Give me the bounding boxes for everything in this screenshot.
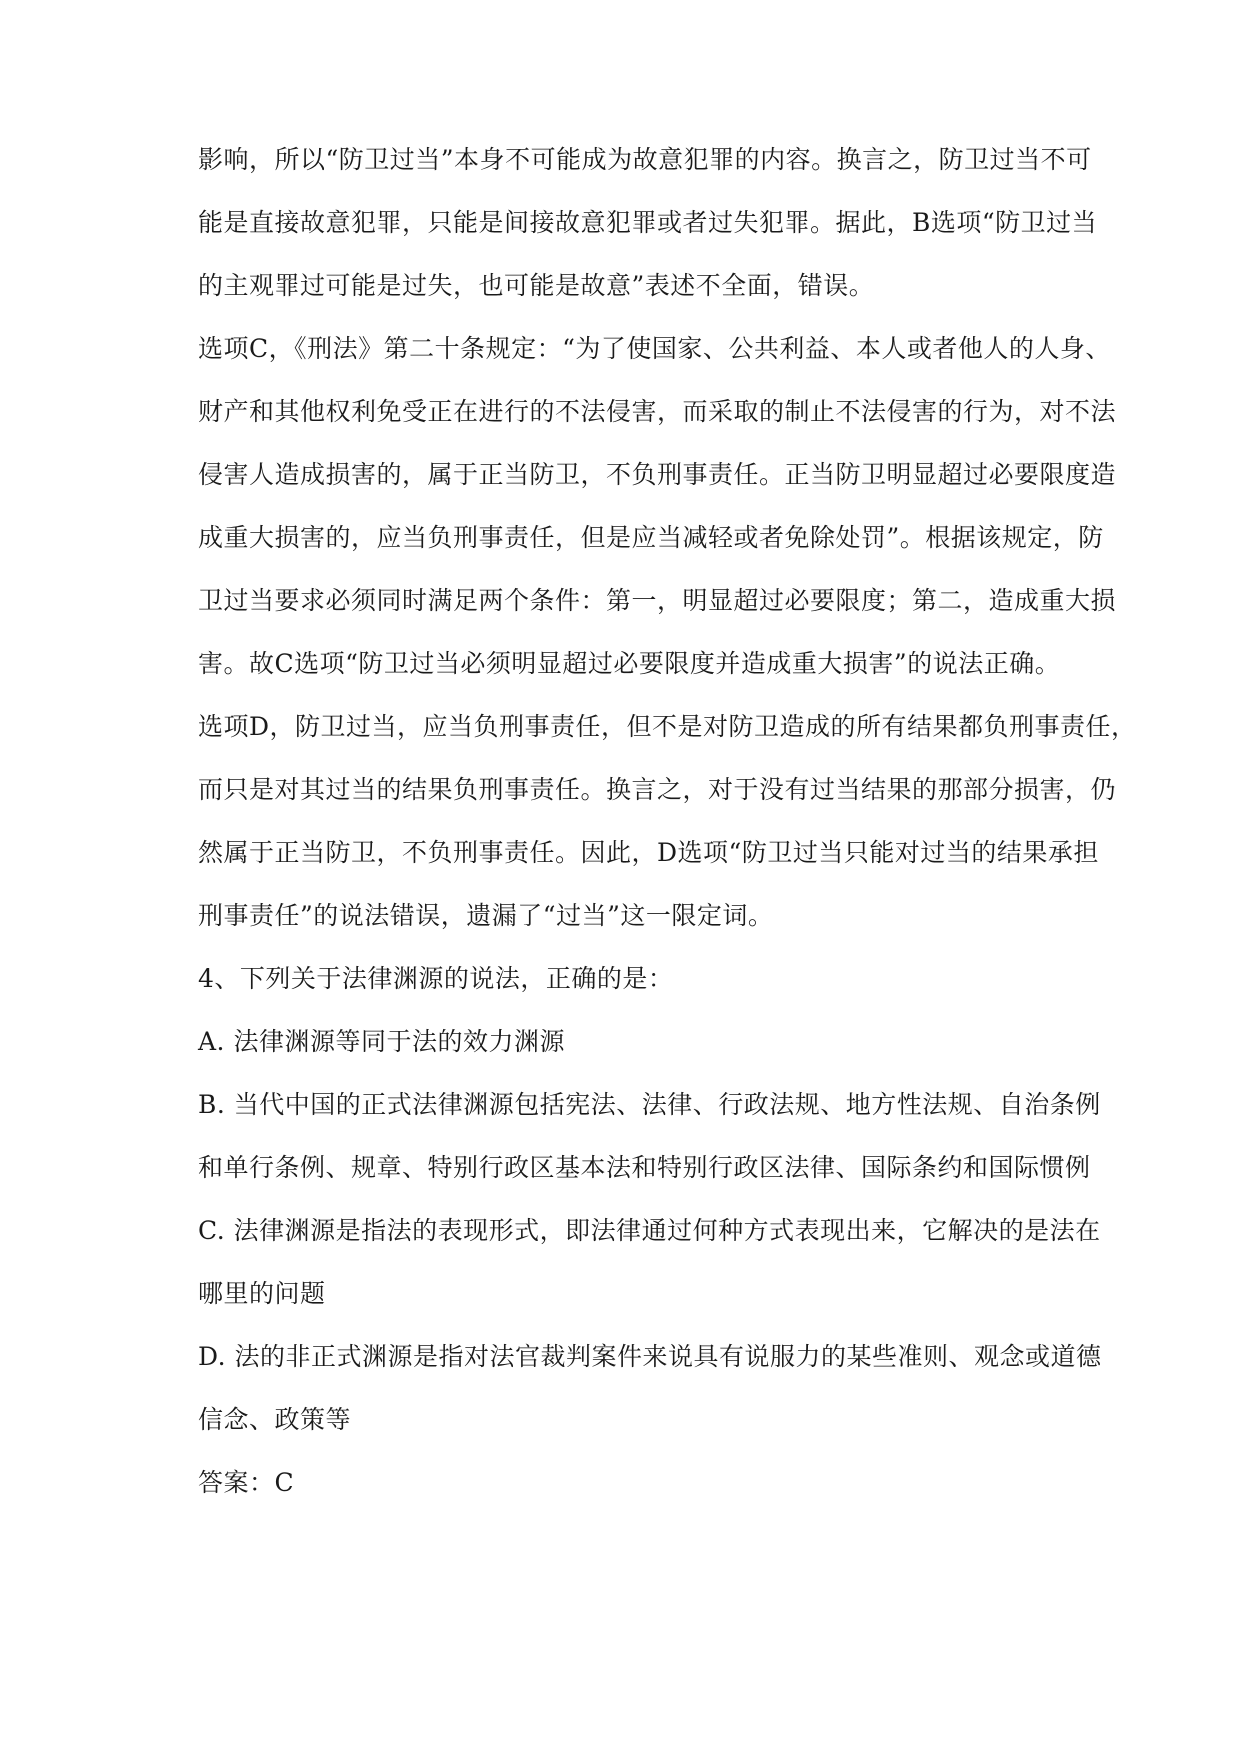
text-line: 刑事责任”的说法错误，遗漏了“过当”这一限定词。 (198, 901, 774, 930)
option-d-continued: 信念、政策等 (198, 1405, 352, 1434)
question-heading: 4、下列关于法律渊源的说法，正确的是： (198, 964, 674, 993)
text-line: 选项C，《刑法》第二十条规定：“为了使国家、公共利益、本人或者他人的人身、 (198, 334, 1111, 363)
option-d: D. 法的非正式渊源是指对法官裁判案件来说具有说服力的某些准则、观念或道德 (198, 1342, 1102, 1371)
text-line: 害。故C选项“防卫过当必须明显超过必要限度并造成重大损害”的说法正确。 (198, 649, 1061, 678)
text-line: 财产和其他权利免受正在进行的不法侵害，而采取的制止不法侵害的行为，对不法 (198, 397, 1117, 426)
answer-line: 答案：C (198, 1468, 295, 1497)
text-line: 成重大损害的，应当负刑事责任，但是应当减轻或者免除处罚”。根据该规定，防 (198, 523, 1104, 552)
option-c-continued: 哪里的问题 (198, 1279, 326, 1308)
option-b: B. 当代中国的正式法律渊源包括宪法、法律、行政法规、地方性法规、自治条例 (198, 1090, 1101, 1119)
option-c: C. 法律渊源是指法的表现形式，即法律通过何种方式表现出来，它解决的是法在 (198, 1216, 1101, 1245)
text-line: 的主观罪过可能是过失，也可能是故意”表述不全面，错误。 (198, 271, 875, 300)
text-line: 选项D，防卫过当，应当负刑事责任，但不是对防卫造成的所有结果都负刑事责任， (198, 712, 1137, 741)
text-line: 而只是对其过当的结果负刑事责任。换言之，对于没有过当结果的那部分损害，仍 (198, 775, 1117, 804)
option-a: A. 法律渊源等同于法的效力渊源 (198, 1027, 565, 1056)
text-line: 卫过当要求必须同时满足两个条件：第一，明显超过必要限度；第二，造成重大损 (198, 586, 1117, 615)
text-line: 能是直接故意犯罪，只能是间接故意犯罪或者过失犯罪。据此，B选项“防卫过当 (198, 208, 1098, 237)
text-line: 影响，所以“防卫过当”本身不可能成为故意犯罪的内容。换言之，防卫过当不可 (198, 145, 1092, 174)
text-line: 然属于正当防卫，不负刑事责任。因此，D选项“防卫过当只能对过当的结果承担 (198, 838, 1099, 867)
option-b-continued: 和单行条例、规章、特别行政区基本法和特别行政区法律、国际条约和国际惯例 (198, 1153, 1091, 1182)
text-line: 侵害人造成损害的，属于正当防卫，不负刑事责任。正当防卫明显超过必要限度造 (198, 460, 1117, 489)
